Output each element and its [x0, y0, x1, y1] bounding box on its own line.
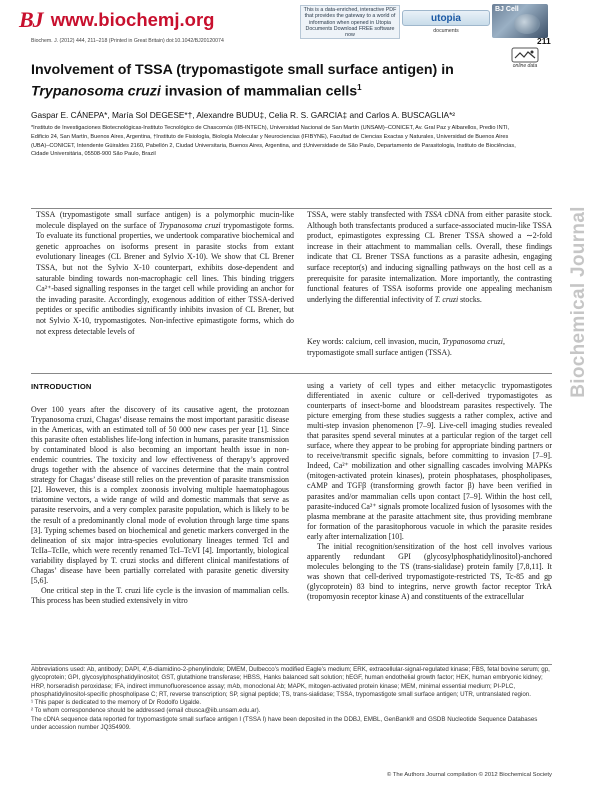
- journal-url-link[interactable]: www.biochemj.org: [50, 9, 215, 30]
- data-deposition-note: The cDNA sequence data reported for trypomastigote small surface antigen I (TSSA I) have been deposited in the DDBJ, EMBL, GenBank® and GSDB Nucleotide Sequence Databases under accession number JQ354909.: [31, 715, 538, 732]
- footnote-1: ¹ This paper is dedicated to the memory of Dr Rodolfo Ugalde.: [31, 699, 202, 707]
- copyright: © The Authors Journal compilation © 2012 Biochemical Society: [386, 772, 552, 778]
- journal-logo[interactable]: [19, 8, 284, 32]
- divider: [31, 373, 552, 374]
- footnotes: [31, 666, 552, 732]
- bj-cell-thumbnail[interactable]: [492, 4, 548, 38]
- divider: [31, 208, 552, 209]
- article-title: Involvement of TSSA (trypomastigote small surface antigen) in Trypanosoma cruzi invasion of mammalian cells$^1$: [31, 62, 454, 100]
- utopia-tagline: documents: [433, 28, 459, 34]
- journal-sidebar-label: Biochemical Journal: [567, 206, 589, 398]
- abstract-left-column: TSSA (trypomastigote small surface antigen) is a polymorphic mucin-like molecule displayed on the surface of Trypanosoma cruzi trypomastigote forms. To evaluate its functional properties, we undertook comparative biochemical and genetic approaches on isoforms present in parasite stocks from extant evolutionary lineages (CL Brener and Sylvio X-10). We show that CL Brener TSSA, but not the Sylvio X-10 counterpart, exhibits dose-dependent and saturable binding towards non-macrophagic cell lines. This binding triggers Ca²⁺-based signalling responses in the target cell while providing an anchor for the invading parasite. Accordingly, exogenous addition of either TSSA-derived peptides or specific antibodies significantly inhibits invasion of CL Brener, but not Sylvio X-10, trypomastigotes. Non-infective epimastigote forms, which do not express detectable levels of: [36, 210, 294, 336]
- online-data-stamp[interactable]: [509, 46, 541, 72]
- utopia-badge[interactable]: [402, 6, 490, 38]
- bj-cell-label: BJ Cell: [495, 6, 519, 13]
- paragraph: Over 100 years after the discovery of its causative agent, the protozoan Trypanosoma cruzi, Chagas’ disease remains the most important parasitic disease in the Americas, with an estimated toll of 50 000 new cases per year [1]. Since this parasite often establishes life-long infection in humans, parasite transmission by contaminated blood is also becoming an important health issue in non-endemic countries. The toxicity and low effectiveness of therapy’s approved drugs together with the absence of vaccines determine that the main control strategy for Chagas’ disease still relies on the prevention of parasite transmission [2]. However, this is a complex zoonosis involving multiple haematophagous triatomine vectors, a wide range of wild and domestic mammals that serve as parasite reservoirs, and a very complex parasite population, which is likely to be the result of a predominantly clonal mode of evolution through large time spans [3]. Typing schemes based on biochemical and genetic markers converged in the delineation of six major intra-species evolutionary lineages termed TcI and TcIIa–TcIIe, which were recently renamed TcI–TcVI [4]. Importantly, biological variability displayed by T. cruzi stocks and different clinical manifestations of Chagas’ disease have been partially correlated with parasite genetic diversity [5,6].: [31, 405, 289, 585]
- author-list: Gaspar E. CÁNEPA*, María Sol DEGESE*†, Alexandre BUDU‡, Celia R. S. GARCIA‡ and Carlos A. BUSCAGLIA*²: [31, 110, 456, 120]
- intro-right-column: [307, 381, 552, 602]
- intro-left-column: [31, 405, 289, 606]
- cell-image-icon: [514, 14, 540, 34]
- paragraph: using a variety of cell types and either metacyclic trypomastigotes differentiated in axenic culture or cell-derived trypomastigotes as counterparts of insect-borne and bloodstream parasites respectively. The picture emerging from these studies suggests a rather complex, active and multi-step invasion phenomenon [7–9]. Live-cell imaging studies revealed that parasites spend several minutes at a particular region of the target cell surface, where they appear to be probing for appropriate binding partners or to receive/transmit specific signals, before committing to invasion [7–9]. Indeed, Ca²⁺ mobilization and other signalling cascades involving MAPKs (mitogen-activated protein kinases), protein phosphatases, phospholipases, cAMP and TGFβ (transforming growth factor β) have been verified in parasites and/or mammalian cells upon contact [7–9]. Within the host cell, parasite-induced Ca²⁺ signals promote localized fusion of lysosomes with the plasma membrane at the parasite attachment site, thus providing membrane for formation of the parasitophorous vacuole in which the parasite resides early after internalization [10].: [307, 381, 552, 541]
- utopia-logo: utopia: [402, 10, 490, 26]
- page-number: 211: [537, 36, 551, 46]
- paragraph: The initial recognition/sensitization of the host cell involves various apparently redundant GPI (glycosylphosphatidylinositol)-anchored molecules belonging to the TS (trans-sialidase) protein family [7,8,11]. It was shown that cell-derived trypomastigote-restricted TS, Tc-85 and gp (glycoprotein) 83 bind to integrins, nerve growth factor receptor TrkA (tropomyosin receptor kinase A) and constituents of the extracellular: [307, 541, 552, 601]
- divider: [31, 664, 552, 665]
- abbreviations: Abbreviations used: Ab, antibody; DAPI, 4′,6-diamidino-2-phenylindole; DMEM, Dulbecco’s modified Eagle’s medium; ERK, extracellular-signal-regulated kinase; FBS, fetal bovine serum; gp, glycoprotein; GPI, glycosylphosphatidylinositol; GST, glutathione transferase; HBSS, Hanks balanced salt solution; hEGF, human endothelial growth factor; HEK, human embryonic kidney; HRP, horseradish peroxidase; IFA, indirect immunofluorescence assay; mAb, monoclonal Ab; MAPK, mitogen-activated protein kinase; MEM, minimal essential medium; PI-PLC, phosphatidylinositol-specific phospholipase C; RT, reverse transcription; SP, signal peptide; TS, trans-sialidase; TSSA, trypomastigote small surface antigen; UTR, untranslated region.: [31, 666, 550, 698]
- citation-line: Biochem. J. (2012) 444, 211–218 (Printed in Great Britain) doi:10.1042/BJ20120074: [31, 38, 224, 44]
- keywords: Key words: calcium, cell invasion, mucin, Trypanosoma cruzi, trypomastigote small surface antigen (TSSA).: [307, 337, 505, 357]
- stamp-label: online data: [512, 63, 538, 69]
- affiliations: *Instituto de Investigaciones Biotecnológicas-Instituto Tecnológico de Chascomús (IIB-INTECh), Universidad Nacional de San Martín (UNSAM)–CONICET, Av. Gral Paz y Albarellos, Predio INTI, Edificio 24, San Martín, Buenos Aires, Argentina, †Instituto de Fisiología, Biología Molecular y Neurociencias (IFIBYNE), Facultad de Ciencias Exactas y Naturales, Universidad de Buenos Aires (UBA)–CONICET, Intendente Güiraldes 2160, Pabellón 2, Ciudad Universitaria, Buenos Aires, Argentina, and ‡Universidade de São Paulo, Departamento de Parasitologia, Instituto de Biociências, Cidade Universitária, 05508-900 São Paulo, Brazil: [31, 125, 516, 158]
- logo-mark: BJ: [19, 7, 43, 32]
- abstract-right-column: TSSA, were stably transfected with TSSA cDNA from either parasite stock. Although both transfectants produced a surface-associated mucin-like TSSA product, epimastigotes expressing CL Brener TSSA showed a ∼2-fold increase in their attachment to mammalian cells. Overall, these findings indicate that CL Brener TSSA functions as a parasite adhesin, engaging surface receptor(s) and inducing signalling pathways on the host cell as a prerequisite for parasite internalization. More importantly, the contrasting functional features of TSSA isoforms provide one appealing mechanism underlying the differential infectivity of T. cruzi stocks.: [307, 210, 552, 304]
- paragraph: One critical step in the T. cruzi life cycle is the invasion of mammalian cells. This process has been studied extensively in vitro: [31, 585, 289, 605]
- utopia-promo-box[interactable]: This is a data-enriched, interactive PDF that provides the gateway to a world of information when opened in Utopia Documents Download FREE software now: [300, 5, 400, 39]
- footnote-2: ² To whom correspondence should be addressed (email cbusca@iib.unsam.edu.ar).: [31, 707, 261, 715]
- section-heading: INTRODUCTION: [31, 382, 92, 391]
